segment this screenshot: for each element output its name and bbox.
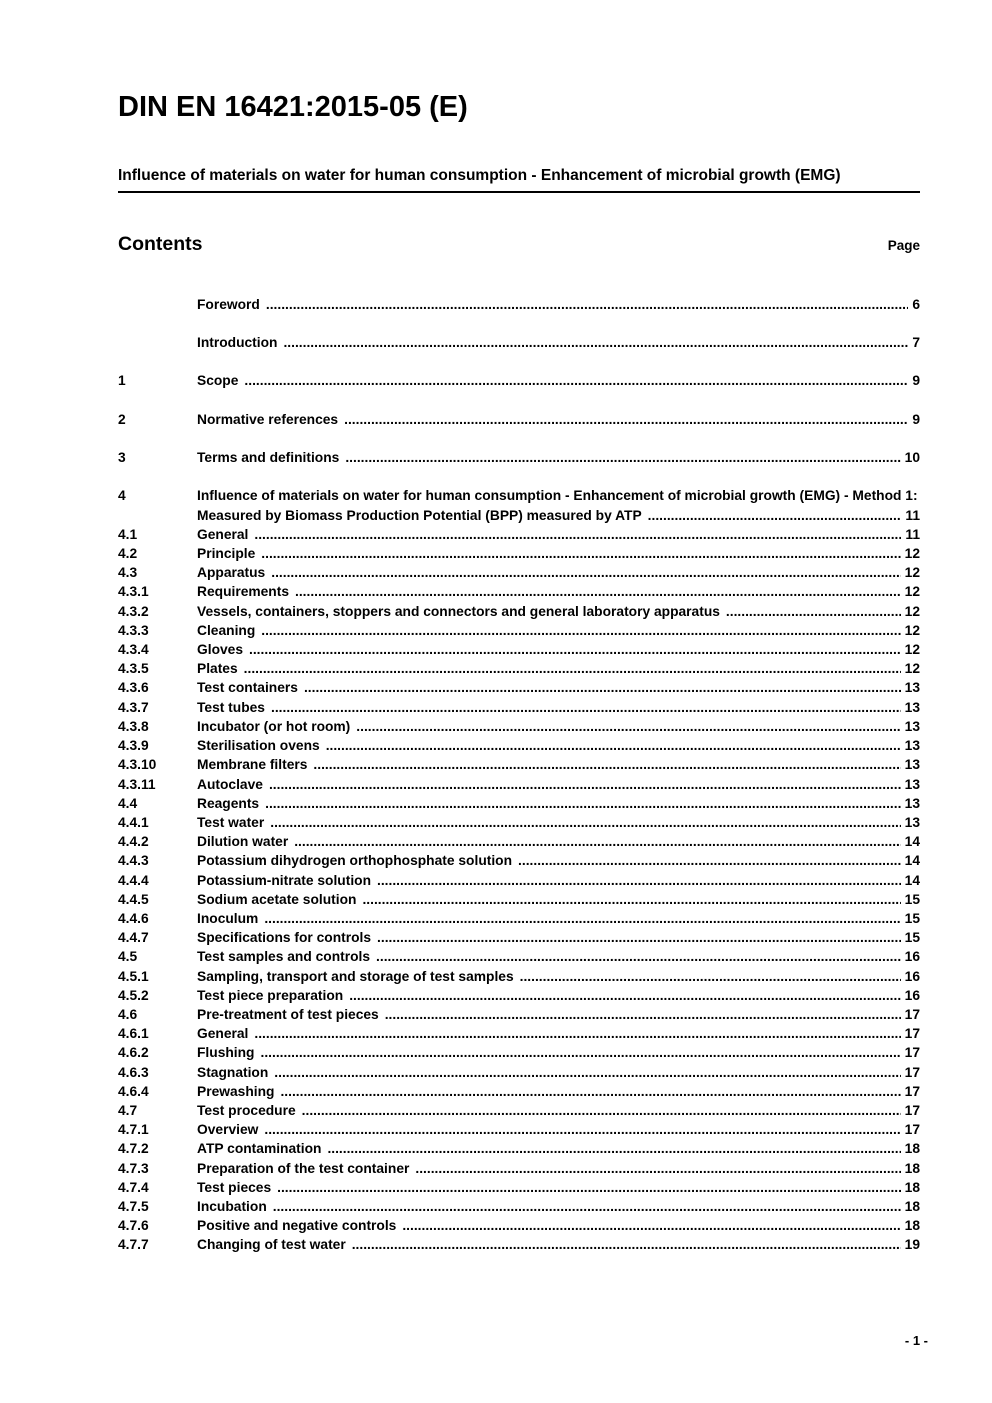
toc-entry-title: Preparation of the test container [197, 1160, 410, 1176]
toc-entry-body [197, 1063, 920, 1082]
toc-entry-body [197, 1235, 920, 1254]
toc-leader-dots [396, 1216, 402, 1235]
toc-entry-number: 2 [118, 411, 126, 427]
toc-leader-dots [268, 1063, 274, 1082]
toc-entry-body [197, 871, 920, 890]
toc-entry-title: Flushing [197, 1045, 255, 1061]
toc-entry-number: 4.3.10 [118, 757, 157, 773]
toc-leader-dots [258, 909, 264, 928]
toc-entry-number: 4.3.2 [118, 603, 149, 619]
toc-entry-page: 14 [901, 851, 920, 870]
toc-entry-page: 11 [901, 525, 920, 544]
toc-entry-body [197, 1101, 920, 1120]
toc-leader-dots [274, 1082, 280, 1101]
toc-entry-body [197, 851, 920, 870]
toc-entry[interactable] [118, 1005, 920, 1024]
toc-entry[interactable] [118, 717, 920, 736]
toc-entry-body [197, 448, 920, 467]
toc-entry-title: Sodium acetate solution [197, 891, 357, 907]
toc-entry-title: Stagnation [197, 1064, 269, 1080]
contents-header-row [118, 231, 920, 258]
toc-entry-page: 13 [901, 736, 920, 755]
toc-entry[interactable] [118, 678, 920, 697]
toc-entry[interactable] [118, 1120, 920, 1139]
toc-entry-body [197, 602, 920, 621]
toc-entry-body [197, 947, 920, 966]
toc-entry-number: 4.3.5 [118, 661, 149, 677]
toc-entry[interactable] [118, 544, 920, 563]
toc-entry-body [197, 582, 920, 601]
toc-entry-title: Test tubes [197, 699, 265, 715]
toc-entry-page: 14 [901, 871, 920, 890]
toc-leader-dots [260, 295, 266, 314]
toc-entry-page: 12 [901, 602, 920, 621]
toc-entry-number: 4.6.2 [118, 1045, 149, 1061]
toc-entry-body [197, 1024, 920, 1043]
toc-leader-dots [264, 813, 270, 832]
toc-entry-page: 18 [901, 1216, 920, 1235]
toc-entry-body [197, 775, 920, 794]
toc-entry[interactable] [118, 1159, 920, 1178]
toc-entry-number: 4.3.6 [118, 680, 149, 696]
toc-entry[interactable] [118, 947, 920, 966]
toc-entry-body [197, 890, 920, 909]
toc-entry-title: Influence of materials on water for human consumption - Enhancement of microbial growth (EMG) - Method 1: Measured by Biomass Production Potential (BPP) measured by ATP [197, 488, 918, 523]
toc-entry-number: 4.3.7 [118, 699, 149, 715]
toc-entry-page: 12 [901, 563, 920, 582]
toc-entry-body [197, 544, 920, 563]
toc-entry-number: 4.7.3 [118, 1160, 149, 1176]
toc-entry-page: 12 [901, 544, 920, 563]
toc-entry-title: Normative references [197, 411, 339, 427]
toc-entry[interactable] [118, 410, 920, 429]
toc-entry-number: 4.3.8 [118, 718, 149, 734]
toc-entry-number: 4.4.6 [118, 910, 149, 926]
document-page [118, 0, 928, 1403]
toc-entry-title: Test pieces [197, 1179, 272, 1195]
toc-leader-dots [720, 602, 726, 621]
toc-entry-title: Terms and definitions [197, 450, 340, 466]
toc-entry-title: General [197, 1026, 249, 1042]
toc-leader-dots [265, 698, 271, 717]
toc-entry-title: Vessels, containers, stoppers and connectors and general laboratory apparatus [197, 603, 720, 619]
toc-entry[interactable] [118, 967, 920, 986]
page-column-label: Page [887, 237, 920, 253]
toc-leader-dots [296, 1101, 302, 1120]
toc-entry-number: 4.4.3 [118, 853, 149, 869]
toc-entry-title: Pre-treatment of test pieces [197, 1006, 379, 1022]
toc-entry-number: 4.7.2 [118, 1141, 149, 1157]
toc-entry-page: 18 [901, 1197, 920, 1216]
toc-entry-number: 4.3.9 [118, 738, 149, 754]
toc-entry-page: 12 [901, 640, 920, 659]
toc-entry-body [197, 1216, 920, 1235]
toc-entry[interactable] [118, 1235, 920, 1254]
toc-entry[interactable] [118, 928, 920, 947]
toc-leader-dots [320, 736, 326, 755]
toc-entry-title: Incubation [197, 1198, 267, 1214]
toc-entry[interactable] [118, 1197, 920, 1216]
toc-entry-title: General [197, 526, 249, 542]
toc-entry-body [197, 640, 920, 659]
toc-entry-body [197, 909, 920, 928]
toc-entry-title: Test containers [197, 680, 298, 696]
toc-entry[interactable] [118, 1101, 920, 1120]
toc-leader-dots [248, 1024, 254, 1043]
toc-entry-page: 6 [908, 295, 920, 314]
toc-entry[interactable] [118, 755, 920, 774]
toc-entry-number: 4.4.1 [118, 814, 149, 830]
toc-entry-number: 4.5 [118, 949, 138, 965]
toc-entry[interactable] [118, 698, 920, 717]
toc-leader-dots [248, 525, 254, 544]
toc-entry-page: 19 [901, 1235, 920, 1254]
toc-entry-page: 15 [901, 890, 920, 909]
toc-entry-title: Potassium-nitrate solution [197, 872, 372, 888]
toc-entry-number: 4.3.3 [118, 622, 149, 638]
toc-entry[interactable] [118, 659, 920, 678]
toc-entry[interactable] [118, 794, 920, 813]
toc-entry-title: Introduction [197, 334, 278, 350]
toc-entry-body [197, 794, 920, 813]
toc-entry[interactable] [118, 986, 920, 1005]
toc-leader-dots [346, 1235, 352, 1254]
toc-entry-title: Test water [197, 814, 265, 830]
toc-entry-title: Requirements [197, 584, 290, 600]
toc-entry-page: 17 [901, 1082, 920, 1101]
toc-entry-title: Sterilisation ovens [197, 738, 320, 754]
toc-entry[interactable] [118, 871, 920, 890]
toc-entry-body [197, 410, 920, 429]
toc-entry-page: 12 [901, 659, 920, 678]
toc-entry-body [197, 621, 920, 640]
toc-entry-title: Test procedure [197, 1102, 296, 1118]
toc-leader-dots [255, 621, 261, 640]
toc-entry[interactable] [118, 775, 920, 794]
toc-entry-page: 13 [901, 717, 920, 736]
toc-entry[interactable] [118, 1082, 920, 1101]
toc-entry-page: 15 [901, 909, 920, 928]
toc-entry-title: Apparatus [197, 565, 266, 581]
toc-entry-body [197, 717, 920, 736]
toc-entry-title: Sampling, transport and storage of test samples [197, 968, 514, 984]
page-number-footer: - 1 - [904, 1333, 928, 1348]
toc-entry-body [197, 1139, 920, 1158]
toc-leader-dots [338, 410, 344, 429]
toc-entry-number: 1 [118, 373, 126, 389]
toc-entry[interactable] [118, 909, 920, 928]
toc-entry[interactable] [118, 832, 920, 851]
toc-entry-page: 16 [901, 947, 920, 966]
toc-entry-number: 4.3 [118, 565, 138, 581]
toc-entry-body [197, 813, 920, 832]
toc-entry-title: Test piece preparation [197, 987, 344, 1003]
toc-entry[interactable] [118, 640, 920, 659]
toc-entry-page: 16 [901, 967, 920, 986]
toc-entry-body [197, 295, 920, 314]
toc-entry-page: 16 [901, 986, 920, 1005]
toc-entry-title: Specifications for controls [197, 930, 372, 946]
toc-leader-dots [267, 1197, 273, 1216]
toc-entry-number: 4.4.5 [118, 891, 149, 907]
toc-entry-body [197, 525, 920, 544]
toc-leader-dots [512, 851, 518, 870]
toc-entry-page: 7 [908, 333, 920, 352]
toc-entry-body [197, 1043, 920, 1062]
toc-entry-body [197, 678, 920, 697]
toc-entry-number: 4.6 [118, 1006, 138, 1022]
toc-entry-number: 4.2 [118, 546, 138, 562]
toc-entry-title: Membrane filters [197, 757, 308, 773]
toc-entry-body [197, 986, 920, 1005]
toc-entry[interactable] [118, 486, 920, 524]
toc-entry-number: 4.7.5 [118, 1198, 149, 1214]
toc-entry-body [197, 736, 920, 755]
toc-entry-body [197, 371, 920, 390]
toc-entry-page: 18 [901, 1139, 920, 1158]
toc-entry-page: 13 [901, 755, 920, 774]
toc-entry[interactable] [118, 1139, 920, 1158]
toc-entry-number: 4.3.4 [118, 642, 149, 658]
toc-entry-number: 4.5.1 [118, 968, 149, 984]
toc-leader-dots [379, 1005, 385, 1024]
toc-entry-page: 13 [901, 775, 920, 794]
toc-entry-page: 12 [901, 621, 920, 640]
toc-entry-page: 9 [908, 410, 920, 429]
toc-leader-dots [243, 640, 249, 659]
toc-entry-body [197, 928, 920, 947]
toc-entry-title: Autoclave [197, 776, 263, 792]
toc-entry-title: Potassium dihydrogen orthophosphate solution [197, 853, 513, 869]
toc-entry[interactable] [118, 371, 920, 390]
toc-entry-number: 4.7.1 [118, 1122, 149, 1138]
toc-entry-page: 13 [901, 794, 920, 813]
toc-entry-number: 4.3.1 [118, 584, 149, 600]
toc-entry-number: 4.1 [118, 526, 138, 542]
toc-entry[interactable] [118, 563, 920, 582]
toc-entry-number: 4.6.4 [118, 1083, 149, 1099]
toc-leader-dots [339, 448, 345, 467]
toc-entry[interactable] [118, 851, 920, 870]
toc-entry-body [197, 1159, 920, 1178]
toc-entry-number: 4.6.1 [118, 1026, 149, 1042]
toc-entry-number: 4.4.7 [118, 930, 149, 946]
toc-entry-body [197, 1197, 920, 1216]
table-of-contents [118, 295, 920, 1255]
toc-entry-number: 4.4 [118, 795, 138, 811]
toc-entry-number: 4.4.4 [118, 872, 149, 888]
toc-entry[interactable] [118, 333, 920, 352]
toc-entry[interactable] [118, 1024, 920, 1043]
toc-entry-page: 11 [901, 506, 920, 525]
toc-entry-body [197, 755, 920, 774]
toc-entry-title: Cleaning [197, 622, 256, 638]
toc-entry-page: 13 [901, 698, 920, 717]
toc-entry-number: 4.4.2 [118, 834, 149, 850]
toc-entry-title: Reagents [197, 795, 260, 811]
toc-entry-title: Plates [197, 661, 238, 677]
toc-entry-page: 17 [901, 1101, 920, 1120]
toc-leader-dots [259, 794, 265, 813]
toc-entry-title: Changing of test water [197, 1237, 346, 1253]
toc-leader-dots [371, 928, 377, 947]
toc-leader-dots [371, 871, 377, 890]
toc-entry-page: 14 [901, 832, 920, 851]
toc-leader-dots [288, 832, 294, 851]
toc-entry[interactable] [118, 582, 920, 601]
toc-leader-dots [265, 563, 271, 582]
toc-entry-page: 18 [901, 1159, 920, 1178]
toc-entry-page: 17 [901, 1063, 920, 1082]
toc-entry-page: 17 [901, 1005, 920, 1024]
toc-entry-title: Inoculum [197, 910, 259, 926]
document-title: Influence of materials on water for human consumption - Enhancement of microbial growth (EMG) [118, 165, 920, 193]
toc-entry-number: 4 [118, 488, 126, 504]
toc-leader-dots [321, 1139, 327, 1158]
toc-entry[interactable] [118, 813, 920, 832]
toc-entry-number: 4.7.4 [118, 1179, 149, 1195]
toc-entry-title: Prewashing [197, 1083, 275, 1099]
toc-entry-body [197, 659, 920, 678]
toc-entry-page: 10 [901, 448, 920, 467]
toc-leader-dots [271, 1178, 277, 1197]
toc-entry[interactable] [118, 448, 920, 467]
toc-leader-dots [642, 506, 648, 525]
toc-entry-number: 4.3.11 [118, 776, 156, 792]
toc-entry-title: Foreword [197, 296, 260, 312]
toc-entry-page: 18 [901, 1178, 920, 1197]
toc-leader-dots [343, 986, 349, 1005]
toc-entry-body [197, 1082, 920, 1101]
toc-entry-number: 4.7.6 [118, 1218, 149, 1234]
toc-entry-title: Scope [197, 373, 239, 389]
toc-leader-dots [289, 582, 295, 601]
toc-entry-title: Incubator (or hot room) [197, 718, 351, 734]
toc-entry-page: 17 [901, 1024, 920, 1043]
toc-entry-page: 13 [901, 678, 920, 697]
toc-entry-page: 17 [901, 1120, 920, 1139]
contents-heading: Contents [118, 232, 203, 255]
toc-entry-title: ATP contamination [197, 1141, 322, 1157]
toc-entry[interactable] [118, 295, 920, 314]
toc-entry-page: 12 [901, 582, 920, 601]
toc-leader-dots [514, 967, 520, 986]
toc-entry-body [197, 1120, 920, 1139]
toc-entry[interactable] [118, 1178, 920, 1197]
toc-entry-title: Dilution water [197, 834, 289, 850]
toc-leader-dots [298, 678, 304, 697]
toc-entry-title: Positive and negative controls [197, 1218, 397, 1234]
toc-entry-page: 15 [901, 928, 920, 947]
toc-entry[interactable] [118, 736, 920, 755]
toc-entry[interactable] [118, 1063, 920, 1082]
toc-leader-dots [350, 717, 356, 736]
toc-entry-title: Test samples and controls [197, 949, 371, 965]
toc-entry-page: 13 [901, 813, 920, 832]
toc-entry-title: Overview [197, 1122, 259, 1138]
toc-entry-number: 4.7.7 [118, 1237, 149, 1253]
toc-entry-body [197, 563, 920, 582]
toc-entry-page: 9 [908, 371, 920, 390]
toc-entry[interactable] [118, 1216, 920, 1235]
toc-leader-dots [254, 1043, 260, 1062]
toc-entry[interactable] [118, 525, 920, 544]
toc-entry-body [197, 967, 920, 986]
toc-entry-number: 3 [118, 450, 126, 466]
toc-entry-body [197, 333, 920, 352]
toc-entry-number: 4.7 [118, 1102, 138, 1118]
toc-entry-body [197, 832, 920, 851]
toc-entry-body [197, 1178, 920, 1197]
toc-leader-dots [255, 544, 261, 563]
toc-entry-number: 4.5.2 [118, 987, 149, 1003]
toc-leader-dots [277, 333, 283, 352]
toc-leader-dots [238, 371, 244, 390]
toc-leader-dots [238, 659, 244, 678]
toc-entry-number: 4.6.3 [118, 1064, 149, 1080]
toc-entry[interactable] [118, 621, 920, 640]
document-id-heading: DIN EN 16421:2015-05 (E) [118, 91, 468, 123]
toc-entry-page: 17 [901, 1043, 920, 1062]
toc-entry-title: Gloves [197, 642, 244, 658]
toc-leader-dots [263, 775, 269, 794]
toc-entry-title: Principle [197, 546, 256, 562]
toc-leader-dots [307, 755, 313, 774]
toc-entry[interactable] [118, 890, 920, 909]
toc-leader-dots [258, 1120, 264, 1139]
toc-entry[interactable] [118, 602, 920, 621]
toc-entry-body [197, 486, 920, 524]
toc-leader-dots [409, 1159, 415, 1178]
toc-leader-dots [370, 947, 376, 966]
toc-leader-dots [356, 890, 362, 909]
toc-entry-body [197, 1005, 920, 1024]
toc-entry[interactable] [118, 1043, 920, 1062]
toc-entry-body [197, 698, 920, 717]
